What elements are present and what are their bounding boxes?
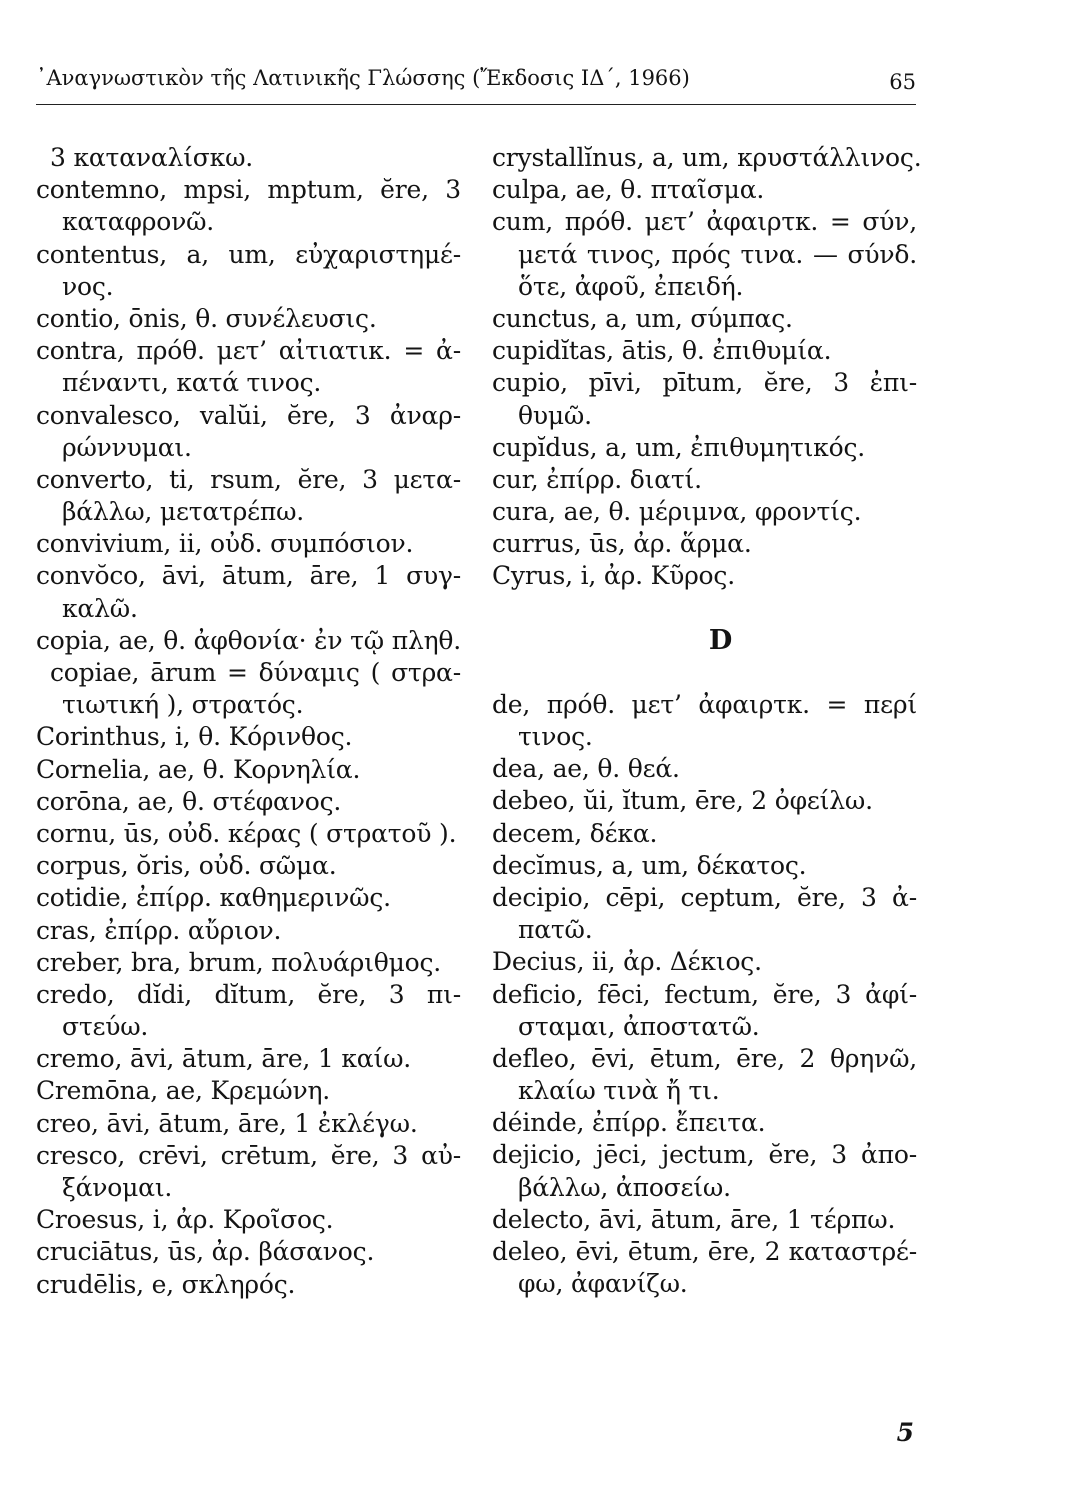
entry-line: creber, bra, brum, πολυάριθμος.	[36, 947, 442, 977]
header-rule	[36, 104, 916, 105]
entry-line: Corinthus, i, θ. Κόρινθος.	[36, 722, 353, 752]
entry-line: currus, ūs, ἀρ. ἅρμα.	[492, 529, 752, 559]
entry-line: στεύω.	[62, 1012, 149, 1042]
entry-line: Croesus, i, ἀρ. Κροῖσος.	[36, 1205, 334, 1235]
entry-line: convivium, ii, οὐδ. συμπόσιον.	[36, 529, 414, 559]
entry-line: κλαίω τινὰ ἤ τι.	[518, 1076, 720, 1106]
spacer	[492, 593, 917, 625]
entry-line: πέναντι, κατά τινος.	[62, 368, 322, 398]
spacer	[492, 657, 917, 689]
entry-line: καταφρονῶ.	[62, 207, 215, 237]
entry-line: 3 καταναλίσκω.	[50, 143, 254, 172]
entry-line: cupidĭtas, ātis, θ. ἐπιθυμία.	[492, 336, 832, 366]
entry-line: cupĭdus, a, um, ἐπιθυμητικός.	[492, 432, 866, 462]
entry-line: cura, ae, θ. μέριμνα, φροντίς.	[492, 497, 862, 527]
entry-line: culpa, ae, θ. πταῖσμα.	[492, 175, 765, 205]
book-title: ᾽Αναγνωστικὸν τῆς Λατινικῆς Γλώσσης (Ἔκδοσις ΙΔ΄, 1966)	[36, 66, 690, 90]
entry-line: contra, πρόθ. μετ’ αἰτιατικ. = ἀ-	[36, 336, 461, 366]
entry-line: ξάνομαι.	[62, 1173, 173, 1202]
entry-line: contentus, a, um, εὐχαριστημέ-	[36, 239, 461, 269]
entry-line: déinde, ἐπίρρ. ἔπειτα.	[492, 1108, 766, 1138]
entry-line: βάλλω, ἀποσείω.	[518, 1172, 731, 1202]
entry-line: τιωτική ), στρατός.	[62, 690, 304, 720]
entry-line: contemno, mpsi, mptum, ĕre, 3	[36, 175, 461, 205]
entry-line: deleo, ēvi, ētum, ēre, 2 καταστρέ-	[492, 1237, 917, 1266]
running-header	[36, 66, 916, 100]
entry-line: ὅτε, ἀφοῦ, ἐπειδή.	[518, 271, 744, 301]
entry-line: defleo, ēvi, ētum, ēre, 2 θρηνῶ,	[492, 1043, 917, 1073]
entry-line: dea, ae, θ. θεά.	[492, 754, 680, 784]
entry-line: πατῶ.	[518, 915, 593, 945]
entry-line: crudēlis, e, σκληρός.	[36, 1269, 296, 1299]
entry-line: cresco, crēvi, crētum, ĕre, 3 αὐ-	[36, 1140, 461, 1170]
entry-line: debeo, ŭi, ĭtum, ēre, 2 ὀφείλω.	[492, 786, 873, 816]
signature-mark: 5	[896, 1418, 914, 1447]
entry-line: copia, ae, θ. ἀφθονία· ἐν τῷ πληθ.	[36, 625, 461, 655]
entry-line: cunctus, a, um, σύμπας.	[492, 303, 793, 333]
entry-line: μετά τινος, πρός τινα. — σύνδ.	[518, 239, 917, 269]
entry-line: σταμαι, ἀποστατῶ.	[518, 1011, 760, 1041]
right-column	[492, 142, 922, 1300]
entry-line: contio, ōnis, θ. συνέλευσις.	[36, 303, 377, 333]
entry-line: corpus, ŏris, οὐδ. σῶμα.	[36, 851, 337, 881]
entry-line: ρώννυμαι.	[62, 432, 192, 462]
entry-line: crystallĭnus, a, um, κρυστάλλινος.	[492, 143, 922, 172]
entry-line: corōna, ae, θ. στέφανος.	[36, 786, 342, 816]
entry-line: cruciātus, ūs, ἀρ. βάσανος.	[36, 1237, 375, 1267]
entry-line: delecto, āvi, ātum, āre, 1 τέρπω.	[492, 1204, 896, 1234]
entry-line: cum, πρόθ. μετ’ ἀφαιρτκ. = σύν,	[492, 207, 917, 237]
section-letter-d: D	[708, 624, 733, 656]
entry-line: de, πρόθ. μετ’ ἀφαιρτκ. = περί	[492, 689, 917, 719]
entry-line: νος.	[62, 271, 114, 301]
entry-line: cotidie, ἐπίρρ. καθημερινῶς.	[36, 883, 391, 913]
entry-line: φω, ἀφανίζω.	[518, 1269, 688, 1299]
entry-line: cras, ἐπίρρ. αὔριον.	[36, 915, 282, 945]
entry-line: deficio, fēci, fectum, ĕre, 3 ἀφί-	[492, 979, 917, 1009]
entry-line: Decius, ii, ἀρ. Δέκιος.	[492, 947, 762, 977]
entry-line: dejicio, jēci, jectum, ĕre, 3 ἀπο-	[492, 1140, 917, 1170]
entry-line: cupio, pīvi, pītum, ĕre, 3 ἐπι-	[492, 368, 917, 398]
page-number: 65	[889, 70, 916, 94]
entry-line: credo, dĭdi, dĭtum, ĕre, 3 πι-	[36, 979, 461, 1009]
entry-line: cremo, āvi, ātum, āre, 1 καίω.	[36, 1044, 412, 1074]
left-column	[36, 142, 461, 1301]
entry-line: decem, δέκα.	[492, 818, 658, 848]
entry-line: cur, ἐπίρρ. διατί.	[492, 464, 702, 494]
entry-line: cornu, ūs, οὐδ. κέρας ( στρατοῦ ).	[36, 818, 457, 848]
entry-line: convŏco, āvi, ātum, āre, 1 συγ-	[36, 561, 461, 591]
entry-line: Cyrus, i, ἀρ. Κῦρος.	[492, 561, 735, 591]
entry-line: καλῶ.	[62, 593, 138, 623]
entry-line: converto, ti, rsum, ĕre, 3 μετα-	[36, 464, 461, 494]
entry-line: copiae, ārum = δύναμις ( στρα-	[50, 658, 461, 687]
entry-line: decipio, cēpi, ceptum, ĕre, 3 ἀ-	[492, 882, 917, 912]
entry-line: θυμῶ.	[518, 400, 592, 430]
entry-line: τινος.	[518, 722, 593, 751]
entry-line: Cremōna, ae, Κρεμώνη.	[36, 1076, 331, 1106]
entry-line: creo, āvi, ātum, āre, 1 ἐκλέγω.	[36, 1108, 418, 1138]
entry-line: convalesco, valŭi, ĕre, 3 ἀναρ-	[36, 400, 461, 430]
entry-line: decĭmus, a, um, δέκατος.	[492, 850, 807, 880]
entry-line: βάλλω, μετατρέπω.	[62, 497, 305, 527]
entry-line: Cornelia, ae, θ. Κορνηλία.	[36, 754, 361, 784]
